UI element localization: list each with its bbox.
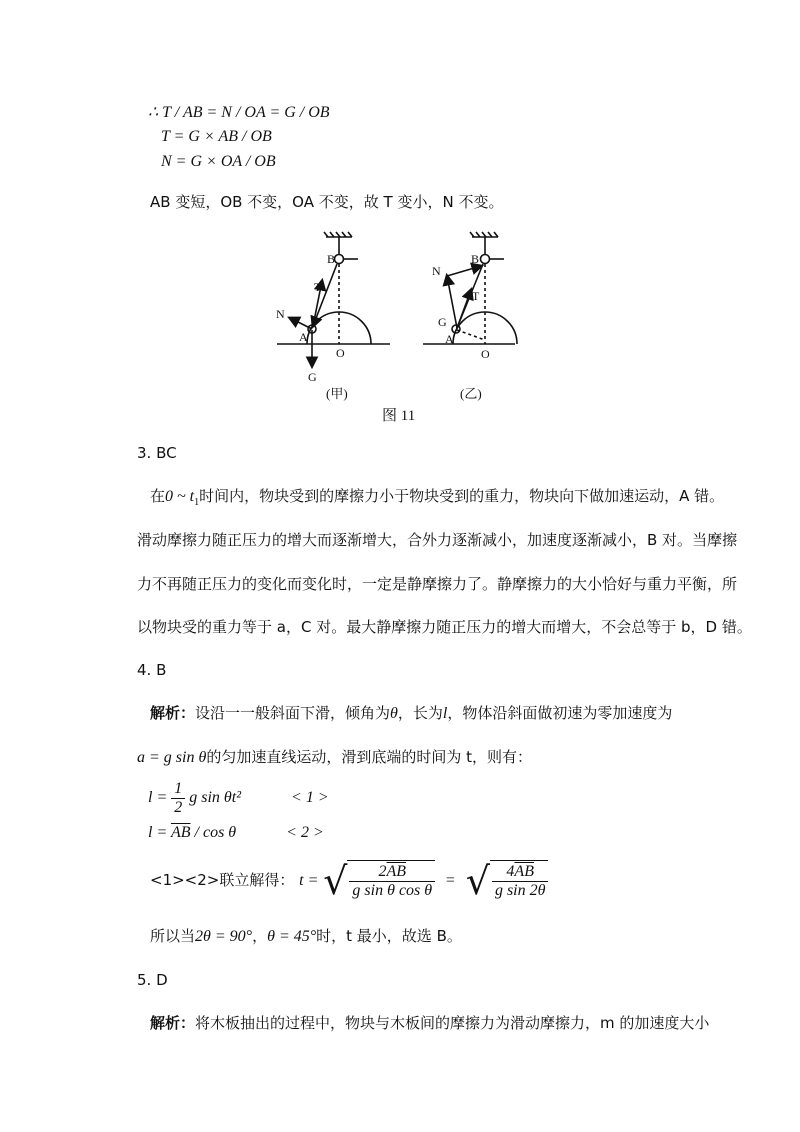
equation-tension: T = G × AB / OB xyxy=(161,128,272,145)
q4-equation-2: $l = \overline{AB} / \cos \theta < 2$ > xyxy=(148,824,324,841)
q5-line-1: 解析：将木板抽出的过程中，物块与木板间的摩擦力为滑动摩擦力，m 的加速度大小 xyxy=(150,1014,710,1032)
label-jia: (甲) xyxy=(326,386,348,401)
conclusion-line: AB 变短，OB 不变，OA 不变，故 T 变小，N 不变。 xyxy=(150,193,504,211)
equation-normal: N = G × OA / OB xyxy=(161,153,276,170)
equation-ratio: ∴ T / AB = N / OA = G / OB xyxy=(148,104,330,121)
label-o-left: O xyxy=(336,346,345,360)
figure-11 xyxy=(0,0,800,440)
q3-line-2: 滑动摩擦力随正压力的增大而逐渐增大，合外力逐渐减小，加速度逐渐减小，B 对。当摩擦 xyxy=(137,531,738,549)
label-n-left: N xyxy=(276,307,285,321)
q3-line-4: 以物块受的重力等于 a，C 对。最大静摩擦力随正压力的增大而增大，不会总等于 b，D 错。 xyxy=(137,618,752,636)
label-g-left: G xyxy=(308,370,317,384)
label-o-right: O xyxy=(481,347,490,361)
label-t-left: T xyxy=(314,280,322,294)
q3-line-3: 力不再随正压力的变化而变化时，一定是静摩擦力了。静摩擦力的大小恰好与重力平衡，所 xyxy=(137,575,738,593)
q4-solve-line: <1><2>联立解得： t = √ $\frac{2\overline{AB}}{\text{g sin θ cos θ}}$ = √ $\frac{4\overline{AB}}{\text{g sin 2θ}}$ xyxy=(150,860,548,901)
answer-5: 5. D xyxy=(137,971,168,989)
q4-line-1: 解析：设沿一一般斜面下滑，倾角为θ，长为l，物体沿斜面做初速为零加速度为 xyxy=(150,704,673,722)
label-b-right: B xyxy=(471,252,480,266)
answer-3: 3. BC xyxy=(137,444,177,462)
label-b-left: B xyxy=(327,252,336,266)
label-a-left: A xyxy=(299,330,308,344)
q4-equation-1: l = $\frac{1}{2}$ g sin θt² < 1 > xyxy=(148,780,329,816)
figure-caption: 图 11 xyxy=(382,408,416,424)
q3-line-1: 在0 ~ $t_1$时间内，物块受到的摩擦力小于物块受到的重力，物块向下做加速运动，A 错。 xyxy=(150,487,725,508)
label-yi: (乙) xyxy=(460,386,482,401)
q4-line-2: a = g sin θ的匀加速直线运动，滑到底端的时间为 t，则有： xyxy=(137,748,532,766)
label-n-right: N xyxy=(432,264,441,278)
q4-final-line: 所以当2θ = 90°，θ = 45°时，t 最小，故选 B。 xyxy=(150,927,462,945)
label-g-right: G xyxy=(438,315,447,329)
label-a-right: A xyxy=(445,332,454,346)
label-t-right: T xyxy=(472,289,480,303)
answer-4: 4. B xyxy=(137,661,167,679)
